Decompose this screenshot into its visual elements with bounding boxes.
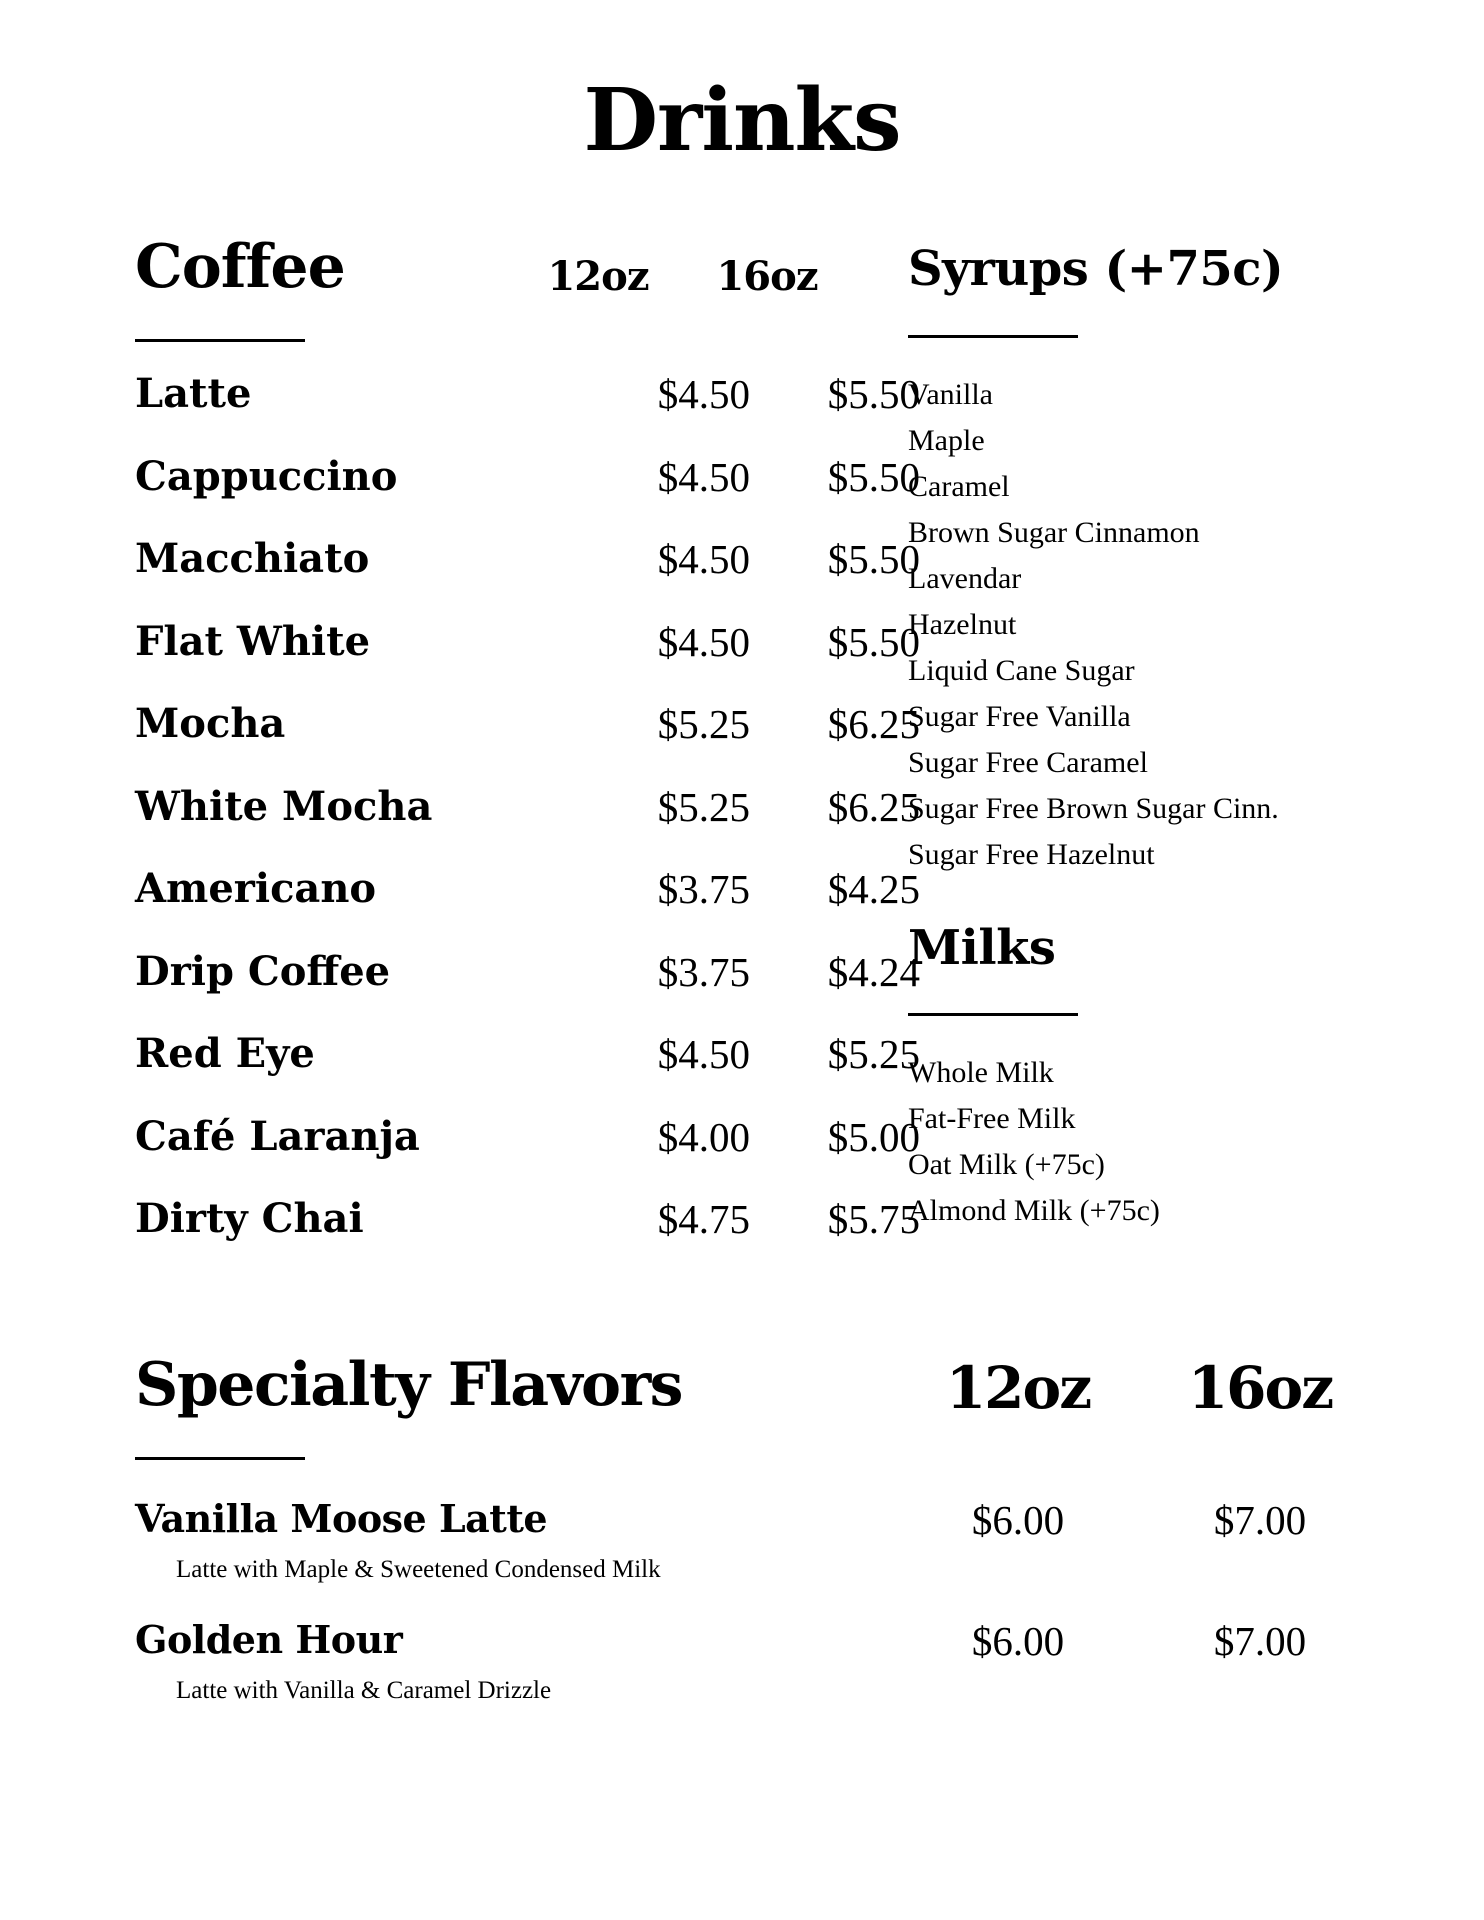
- coffee-item-name: Drip Coffee: [135, 947, 391, 995]
- coffee-item-price-12oz: $4.50: [657, 618, 750, 665]
- coffee-item: [135, 617, 920, 701]
- coffee-item: [135, 535, 920, 618]
- coffee-item-name: Mocha: [135, 700, 286, 747]
- specialty-divider: [135, 1457, 305, 1460]
- syrup-item: Vanilla: [908, 378, 993, 411]
- syrup-item: Sugar Free Caramel: [908, 746, 1148, 779]
- syrup-item: Hazelnut: [908, 608, 1017, 641]
- coffee-item-price-12oz: $4.50: [657, 371, 750, 417]
- coffee-size-12-header: 12oz: [547, 253, 649, 300]
- coffee-item-price-16oz: $5.50: [827, 453, 920, 500]
- coffee-item-price-16oz: $5.75: [827, 1196, 920, 1242]
- syrup-item: Liquid Cane Sugar: [908, 654, 1135, 687]
- coffee-size-16-header: 16oz: [716, 253, 818, 300]
- coffee-item-price-16oz: $6.25: [827, 701, 920, 747]
- syrup-item: Lavendar: [908, 562, 1022, 595]
- syrup-item: Sugar Free Hazelnut: [908, 838, 1155, 871]
- coffee-item-price-12oz: $5.25: [657, 783, 750, 830]
- syrup-item: Maple: [908, 424, 985, 457]
- specialty-item-price-16oz: $7.00: [1213, 1618, 1307, 1664]
- coffee-item-name: Flat White: [135, 617, 371, 665]
- specialty-item: [135, 1496, 1355, 1617]
- coffee-item-price-16oz: $5.00: [827, 1113, 920, 1160]
- syrup-item: Sugar Free Vanilla: [908, 700, 1131, 733]
- coffee-item-price-16oz: $6.25: [827, 783, 920, 830]
- coffee-item: [135, 370, 920, 453]
- coffee-item-price-12oz: $4.50: [657, 1031, 750, 1077]
- coffee-item-price-12oz: $5.25: [657, 701, 750, 747]
- coffee-item-name: Dirty Chai: [135, 1195, 364, 1242]
- coffee-item-price-16oz: $5.50: [827, 618, 920, 665]
- syrup-item: Caramel: [908, 470, 1010, 503]
- coffee-item: [135, 865, 920, 948]
- specialty-item-price-12oz: $6.00: [971, 1497, 1065, 1543]
- coffee-item-name: Red Eye: [135, 1030, 315, 1077]
- coffee-menu-list: [135, 370, 920, 1278]
- coffee-item-price-12oz: $4.00: [657, 1113, 750, 1160]
- coffee-item: [135, 452, 920, 536]
- coffee-item-price-16oz: $4.24: [827, 948, 920, 995]
- milk-item: Almond Milk (+75c): [908, 1194, 1160, 1227]
- coffee-item-price-12oz: $3.75: [657, 948, 750, 995]
- syrups-list: [908, 372, 1279, 878]
- coffee-item-price-16oz: $5.25: [827, 1031, 920, 1077]
- coffee-item: [135, 782, 920, 866]
- specialty-menu-list: [135, 1496, 1355, 1738]
- specialty-size-16-header: 16oz: [1187, 1354, 1333, 1422]
- specialty-heading: Specialty Flavors: [135, 1350, 682, 1420]
- specialty-size-12-header: 12oz: [945, 1354, 1091, 1422]
- coffee-item-price-12oz: $4.50: [657, 536, 750, 582]
- syrup-item: Brown Sugar Cinnamon: [908, 516, 1200, 549]
- coffee-item-name: Macchiato: [135, 535, 370, 582]
- syrups-heading: Syrups (+75c): [908, 241, 1284, 297]
- coffee-item-name: Latte: [135, 370, 252, 417]
- coffee-item-name: White Mocha: [135, 782, 433, 830]
- specialty-item-description: Latte with Vanilla & Caramel Drizzle: [176, 1677, 552, 1704]
- coffee-heading: Coffee: [135, 232, 345, 302]
- coffee-item-price-16oz: $4.25: [827, 866, 920, 912]
- specialty-item-name: Golden Hour: [135, 1617, 403, 1662]
- specialty-item-name: Vanilla Moose Latte: [135, 1496, 548, 1541]
- coffee-item: [135, 947, 920, 1031]
- coffee-item-price-12oz: $4.75: [657, 1196, 750, 1242]
- milk-item: Oat Milk (+75c): [908, 1148, 1105, 1181]
- specialty-item: [135, 1617, 1355, 1738]
- specialty-item-description: Latte with Maple & Sweetened Condensed Milk: [176, 1556, 661, 1583]
- milk-item: Fat-Free Milk: [908, 1102, 1076, 1135]
- coffee-item-name: Cappuccino: [135, 452, 398, 500]
- milks-heading: Milks: [908, 920, 1056, 976]
- milk-item: Whole Milk: [908, 1056, 1054, 1089]
- specialty-item-price-16oz: $7.00: [1213, 1497, 1307, 1543]
- page-title: Drinks: [583, 70, 901, 171]
- coffee-item: [135, 1112, 920, 1196]
- coffee-item-name: Café Laranja: [135, 1112, 420, 1160]
- milks-list: [908, 1050, 1160, 1234]
- coffee-item-name: Americano: [135, 865, 377, 912]
- coffee-item-price-12oz: $3.75: [657, 866, 750, 912]
- milks-divider: [908, 1013, 1078, 1016]
- syrup-item: Sugar Free Brown Sugar Cinn.: [908, 792, 1279, 825]
- coffee-item: [135, 1030, 920, 1113]
- specialty-item-price-12oz: $6.00: [971, 1618, 1065, 1664]
- coffee-item-price-12oz: $4.50: [657, 453, 750, 500]
- coffee-item: [135, 700, 920, 783]
- coffee-item: [135, 1195, 920, 1278]
- coffee-item-price-16oz: $5.50: [827, 371, 920, 417]
- coffee-divider: [135, 339, 305, 342]
- coffee-item-price-16oz: $5.50: [827, 536, 920, 582]
- syrups-divider: [908, 335, 1078, 338]
